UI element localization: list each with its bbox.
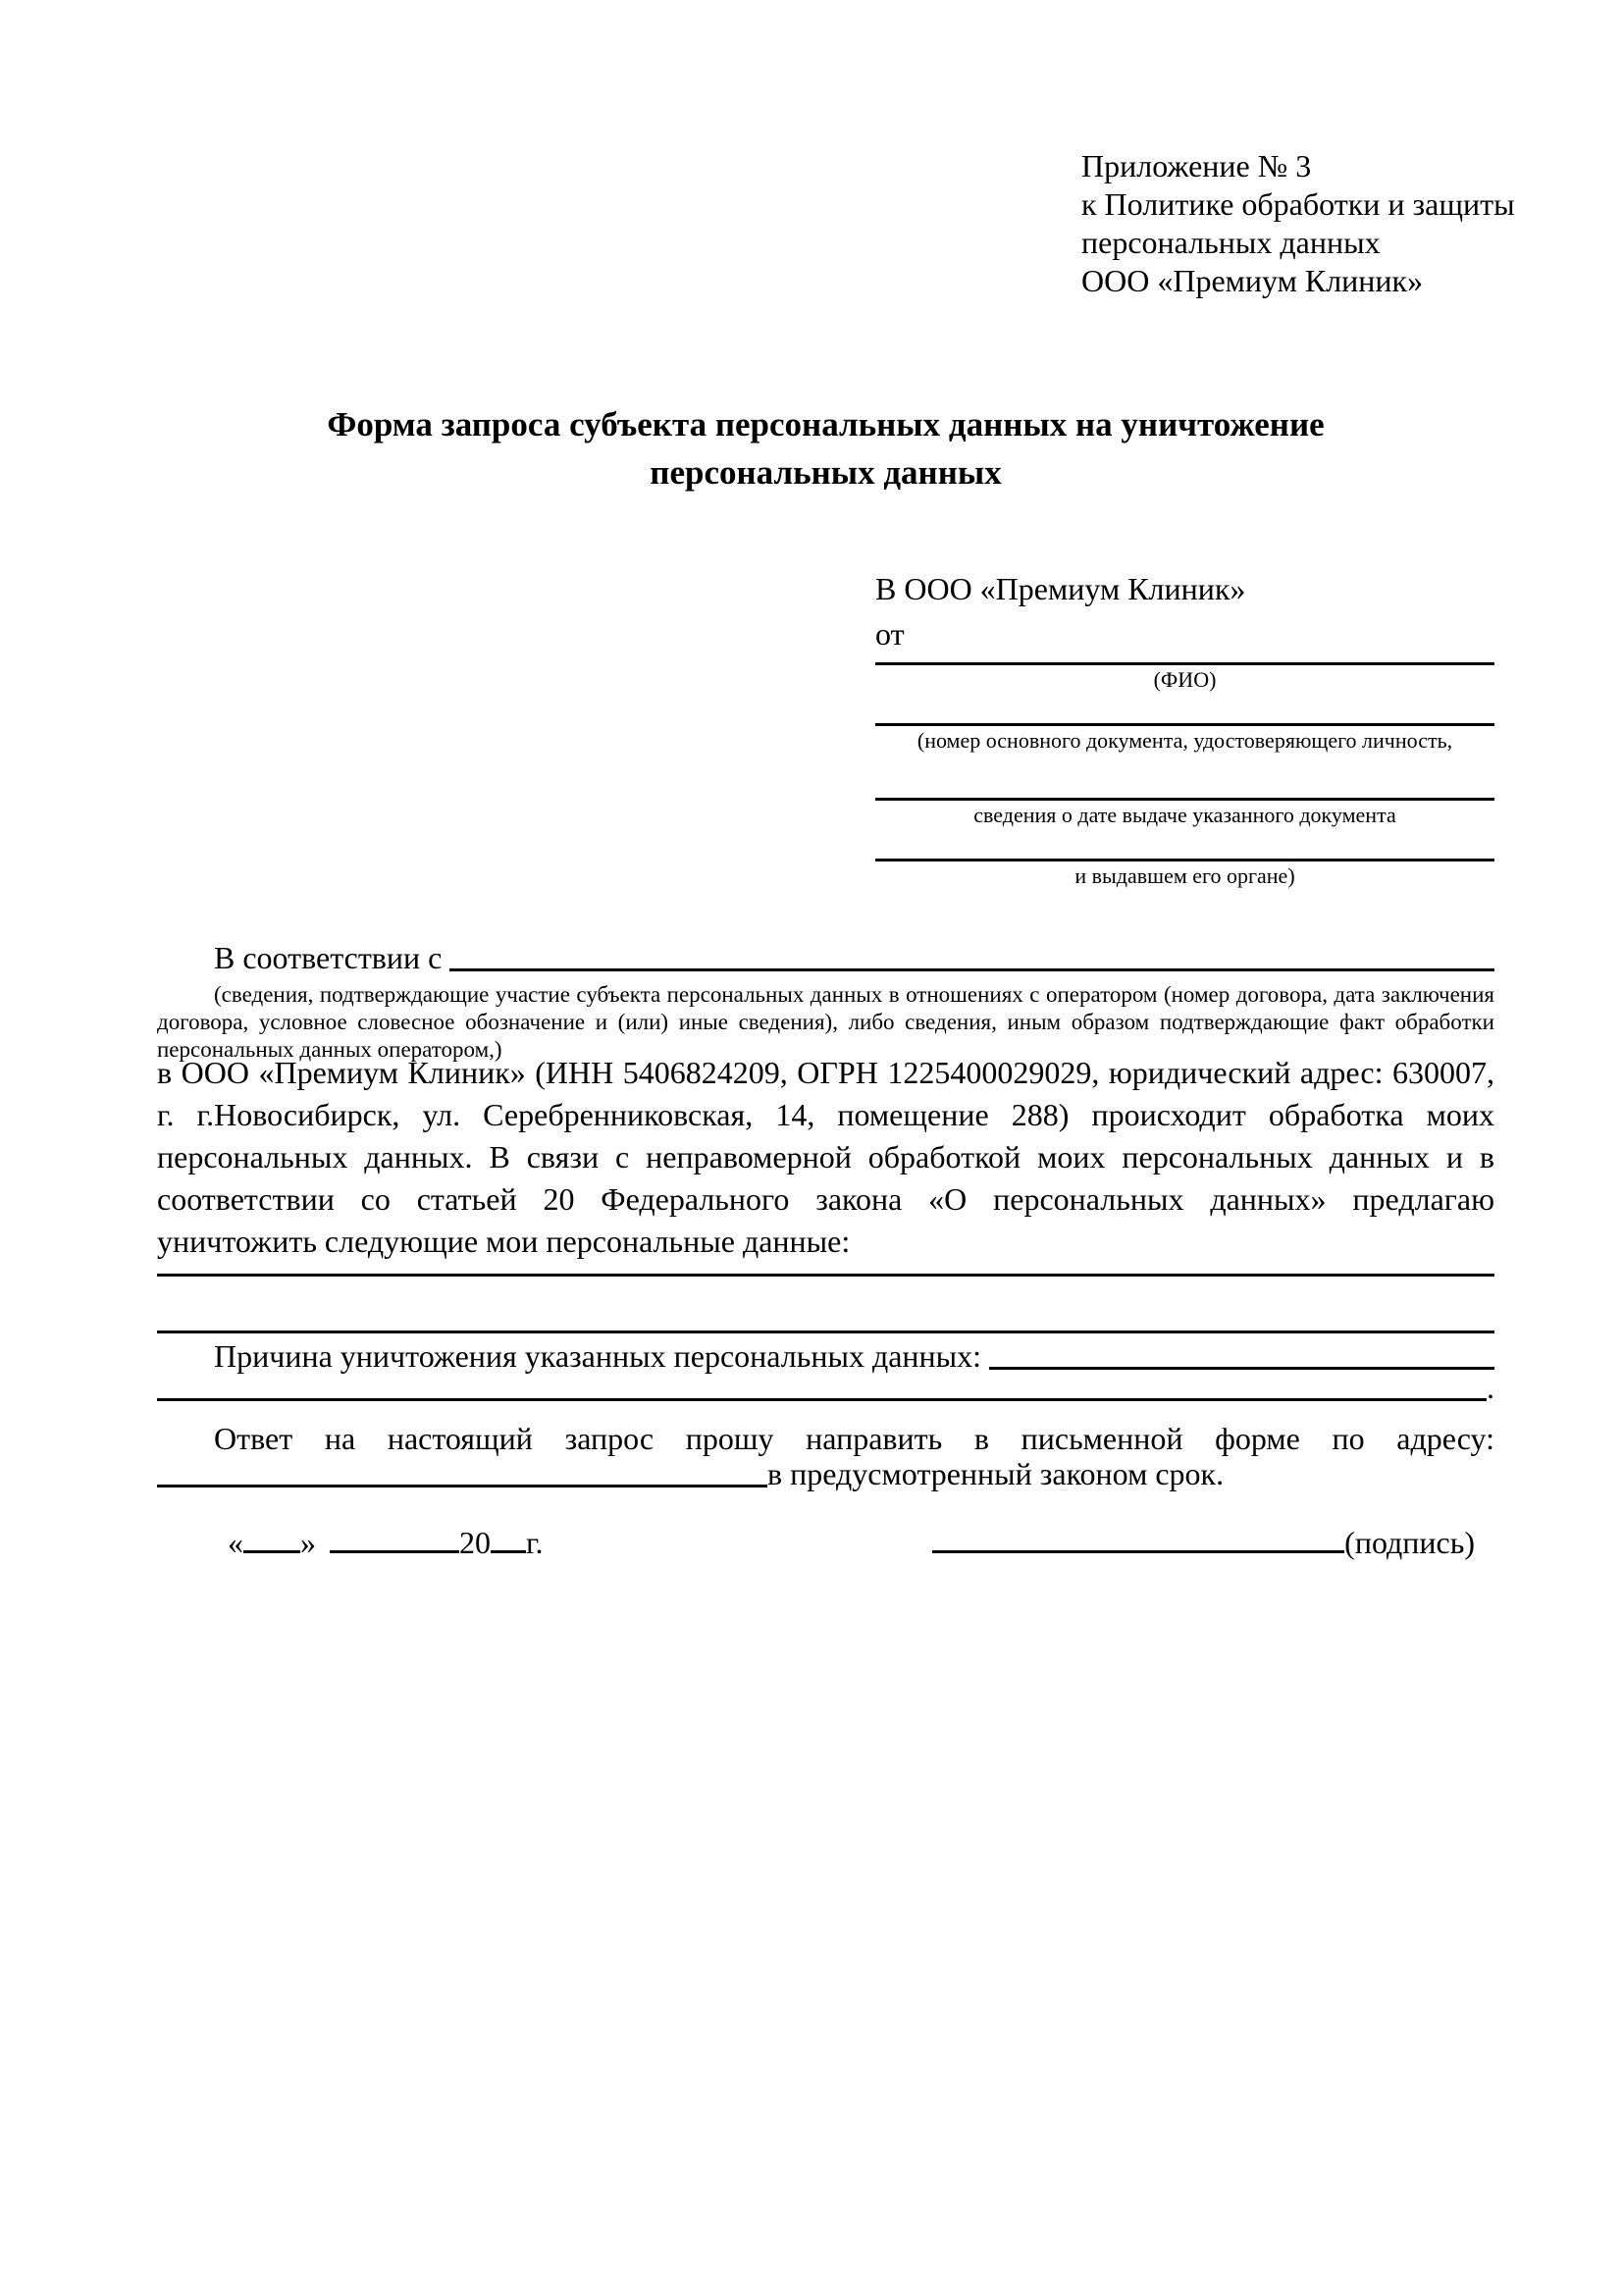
consent-footnote: (сведения, подтверждающие участие субъекта персональных данных в отношениях с оператором (номер договора, дата заключения договора, условное словесное обозначение и (или) иные сведения), либо сведения, иным образом подтверждающие факт обработки персональных данных оператором,) [157,982,1494,1062]
date-open-quote: « [228,1525,243,1560]
header-line: ООО «Премиум Клиник» [1081,263,1424,298]
issue-date-caption: сведения о дате выдаче указанного документа [973,803,1396,827]
consent-line [157,938,1494,977]
reason-blank-line [989,1336,1494,1370]
date-signature-row [157,1521,1494,1562]
doc-number-caption: (номер основного документа, удостоверяющего личность, [916,728,1453,753]
response-tail-text: в предусмотренный законом срок. [767,1456,1225,1491]
date-line [228,1521,544,1562]
addressee-to: В ООО «Премиум Клиник» [875,571,1246,606]
address-blank-line [157,1454,767,1487]
header-line: к Политике обработки и защиты [1081,186,1515,222]
signature-blank-line [932,1521,1344,1553]
date-year-suffix: г. [526,1525,544,1560]
date-day-blank [243,1521,300,1553]
response-address-line [157,1454,1494,1493]
addressee-block [875,569,1494,919]
sentence-period: . [1487,1370,1494,1405]
fio-field [875,662,1494,693]
reason-blank-line-2 [157,1370,1487,1401]
request-body-paragraph: в ООО «Премиум Клиник» (ИНН 5406824209, ОГРН 1225400029029, юридический адрес: 630007, г. г.Новосибирск, ул. Серебренниковская, 14, помещение 288) происходит обработка моих персональных данных. В связи с неправомерной обработкой моих персональных данных и в соответствии со статьей 20 Федерального закона «О персональных данных» предлагаю уничтожить следующие мои персональные данные: [157,1055,1494,1259]
personal-data-blank-line-2 [157,1331,1494,1333]
response-request-paragraph: Ответ на настоящий запрос прошу направить в письменной форме по адресу: [214,1421,1494,1456]
fio-caption: (ФИО) [1153,667,1217,692]
consent-blank-line [449,938,1494,971]
signature-line [932,1521,1475,1562]
page-title [157,400,1494,496]
date-month-blank [330,1521,459,1553]
reason-continuation-line [157,1370,1494,1405]
addressee-from-label: от [875,616,905,652]
issuing-authority-field [875,859,1494,889]
issuing-authority-caption: и выдавшем его органе) [1074,863,1295,888]
doc-number-field [875,723,1494,754]
date-year-blank [491,1521,526,1553]
date-close-quote: » [300,1525,316,1560]
personal-data-blank-line-1 [157,1274,1494,1277]
date-year-prefix: 20 [459,1525,491,1560]
header-line: персональных данных [1081,225,1381,260]
document-header-note [1081,147,1515,300]
signature-caption: (подпись) [1344,1525,1475,1560]
reason-label: Причина уничтожения указанных персональных данных: [214,1338,982,1374]
page-title-line: персональных данных [650,453,1002,492]
header-line: Приложение № 3 [1081,148,1312,183]
page-title-line: Форма запроса субъекта персональных данных на уничтожение [327,405,1325,444]
issue-date-field [875,798,1494,828]
consent-lead-text: В соответствии с [214,940,443,975]
